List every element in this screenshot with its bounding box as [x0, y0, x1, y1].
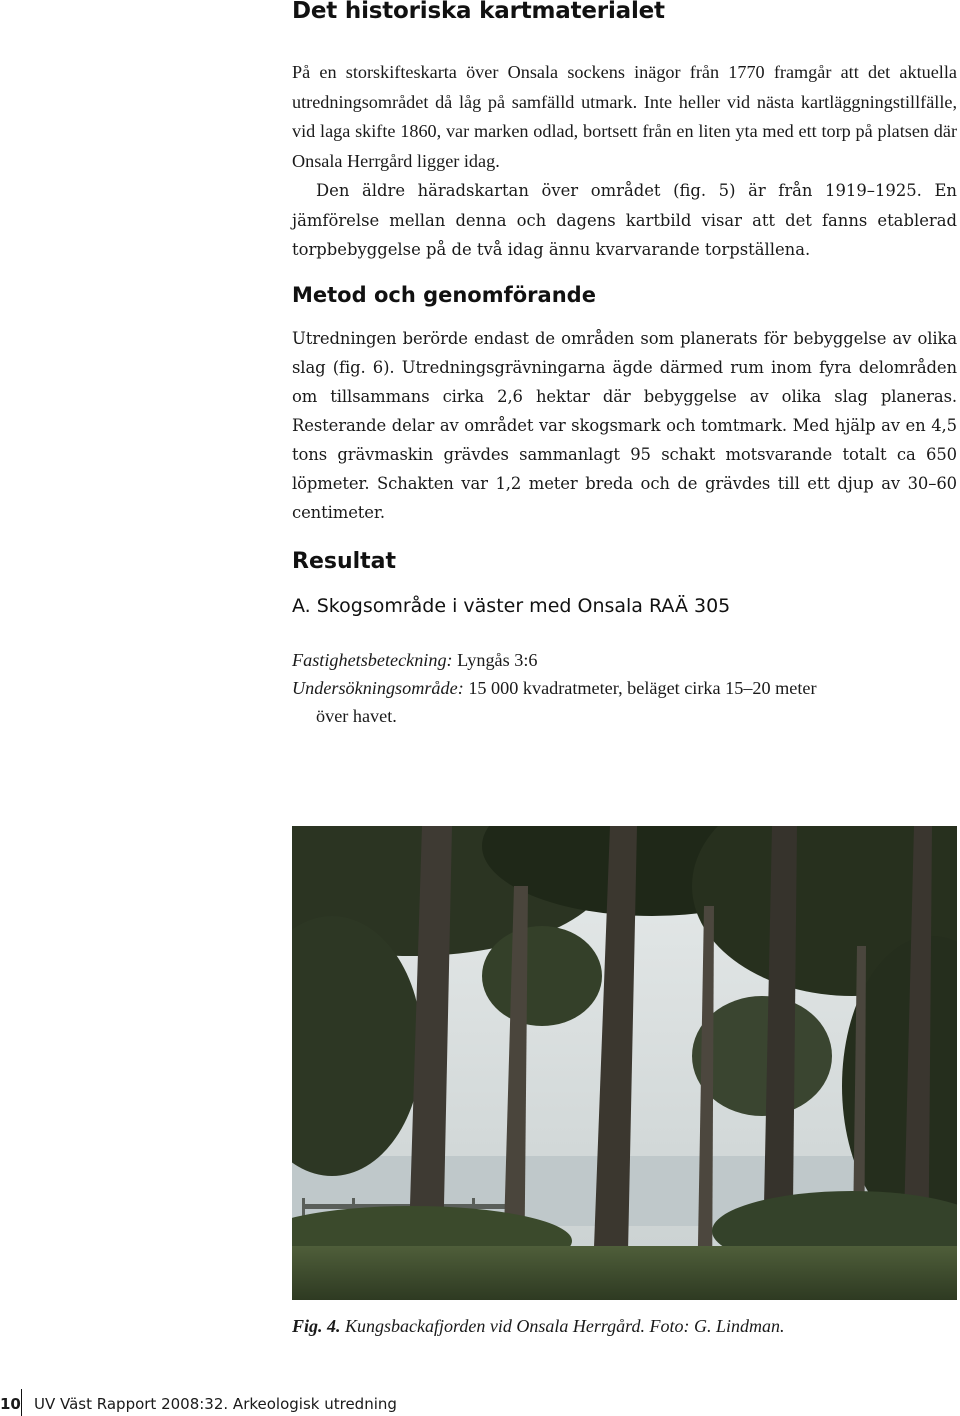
page-number: 10	[0, 1395, 21, 1413]
footer-divider	[21, 1389, 22, 1416]
footer-text: UV Väst Rapport 2008:32. Arkeologisk utredning	[34, 1395, 397, 1413]
figure-caption	[292, 1316, 785, 1337]
meta-undersokningsomrade	[292, 674, 957, 730]
meta-fastighetsbeteckning	[292, 646, 957, 674]
section-heading-resultat: Resultat	[292, 549, 397, 574]
paragraph-metod: Utredningen berörde endast de områden som planerats för bebyggelse av olika slag (fig. 6). Utredningsgrävningarna ägde därmed rum inom fyra delområden om tillsammans cirka 2,6 hektar där bebyggelse av olika slag planeras. Resterande delar av området var skogsmark och tomtmark. Med hjälp av en 4,5 tons grävmaskin grävdes sammanlagt 95 schakt motsvarande totalt ca 650 löpmeter. Schakten var 1,2 meter breda och de grävdes till ett djup av 30–60 centimeter.	[292, 329, 957, 522]
paragraph-historiska-a: På en storskifteskarta över Onsala sockens inägor från 1770 framgår att det aktuella utredningsområdet då låg på samfälld utmark. Inte heller vid nästa kartläggningstillfälle, vid laga skifte 1860, var marken odlad, bortsett från en liten yta med ett torp på platsen där Onsala Herrgård ligger idag.	[292, 62, 957, 171]
meta-value: 15 000 kvadratmeter, beläget cirka 15–20 meter	[463, 678, 817, 698]
meta-label: Undersökningsområde:	[292, 678, 464, 698]
figure-number: Fig. 4.	[292, 1316, 341, 1336]
meta-value: Lyngås 3:6	[452, 650, 538, 670]
figure-caption-text: Kungsbackafjorden vid Onsala Herrgård. Foto: G. Lindman.	[340, 1316, 785, 1336]
section-heading-metod: Metod och genomförande	[292, 283, 596, 307]
meta-value-continued: över havet.	[316, 706, 397, 726]
subheading-skogsomrade: A. Skogsområde i väster med Onsala RAÄ 305	[292, 595, 731, 617]
section-heading-historiska: Det historiska kartmaterialet	[292, 0, 665, 24]
meta-label: Fastighetsbeteckning:	[292, 650, 453, 670]
forest-photo-illustration	[292, 826, 957, 1300]
paragraph-historiska	[292, 58, 957, 265]
forest-photo	[292, 826, 957, 1300]
paragraph-historiska-b: Den äldre häradskartan över området (fig. 5) är från 1919–1925. En jämförelse mellan denna och dagens kartbild visar att det fanns etablerad torpbebyggelse på de två idag ännu kvarvarande torpställena.	[292, 181, 957, 259]
